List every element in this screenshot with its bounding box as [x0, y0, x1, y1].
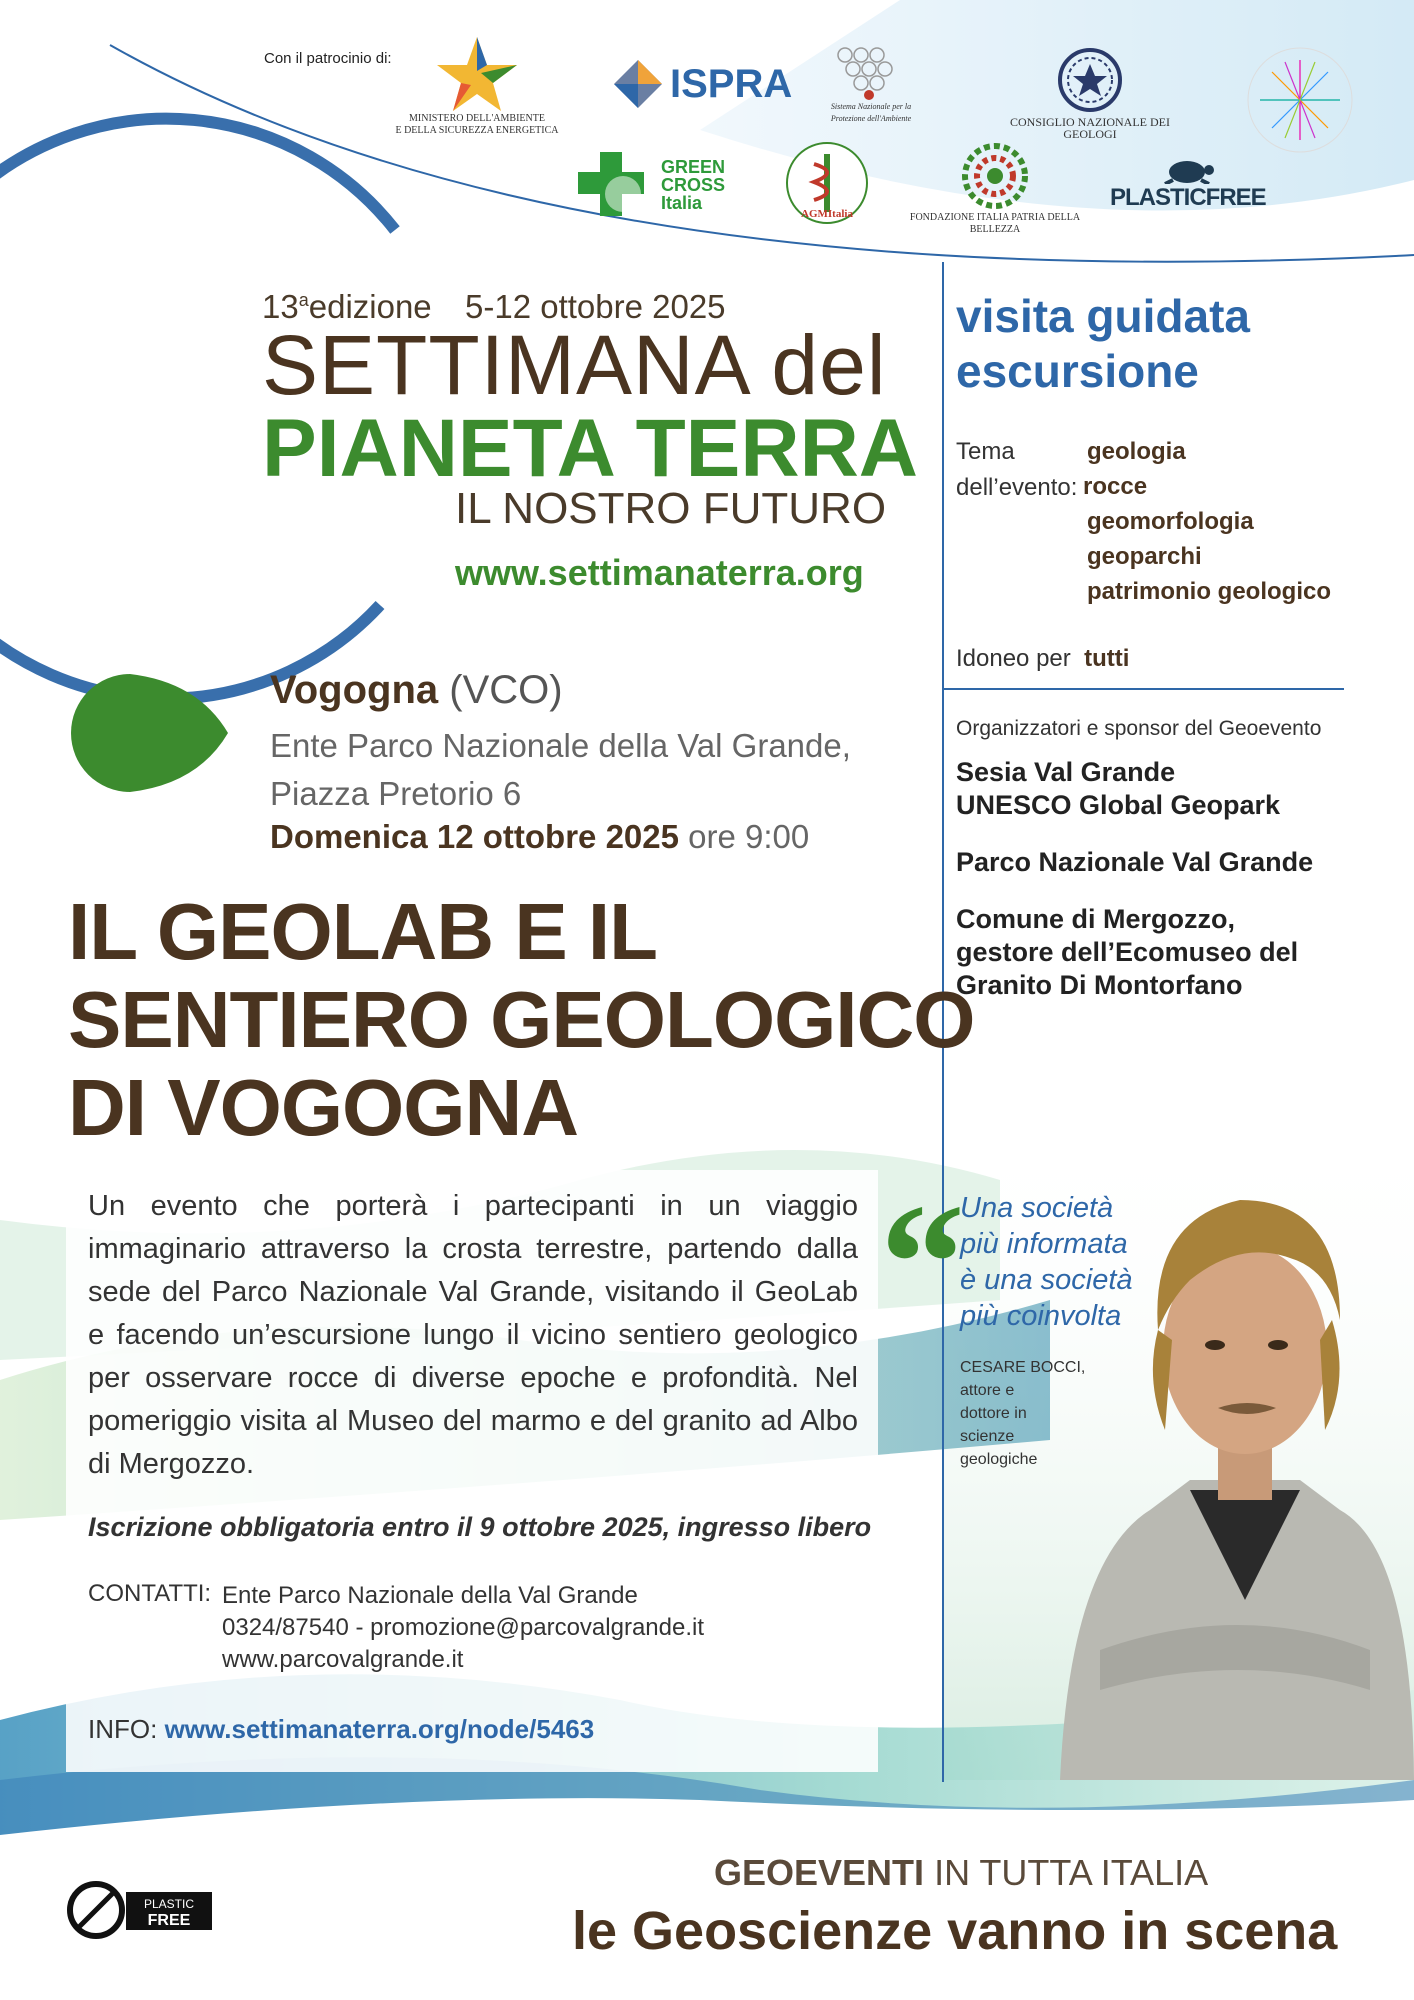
sponsor-cng: CONSIGLIO NAZIONALE DEI GEOLOGI — [1000, 44, 1180, 140]
event-description: Un evento che porterà i partecipanti in un viaggio immaginario attraverso la crosta terrestre, partendo dalla sede del Parco Nazionale Val Grande, visitando il GeoLab e facendo un’escursione lungo il vicino sentiero geologico per osservare rocce di diverse epoche e profondità. Nel pomeriggio visita al Museo del marmo e del granito ad Albo di Mergozzo. — [88, 1190, 858, 1480]
author-line: scienze — [960, 1428, 1015, 1445]
suitable-for-label: Idoneo per — [956, 645, 1071, 672]
event-type-line2: escursione — [956, 345, 1199, 397]
footer-bold: GEOEVENTI — [714, 1852, 925, 1893]
footer-slogan: le Geoscienze vanno in scena — [572, 1901, 1338, 1961]
plasticfree-badge-icon — [66, 1880, 216, 1940]
website-link[interactable]: www.settimanaterra.org — [455, 552, 864, 593]
theme-item: patrimonio geologico — [1087, 578, 1331, 605]
quote-line: più informata — [960, 1228, 1128, 1260]
turtle-icon — [1161, 154, 1215, 184]
diamond-logo-icon — [612, 58, 664, 110]
sponsor-plasticfree: PLASTICFREE — [1110, 154, 1266, 212]
event-datetime — [270, 818, 809, 856]
author-line: dottore in — [960, 1405, 1027, 1422]
organizer-item: Comune di Mergozzo, gestore dell’Ecomuseo del Granito Di Montorfano — [956, 904, 1299, 1000]
contacts-details — [222, 1580, 704, 1676]
theme-item: geologia — [1087, 438, 1186, 465]
rosette-logo-icon — [958, 140, 1032, 212]
info-link[interactable]: www.settimanaterra.org/node/5463 — [164, 1714, 595, 1744]
location-pin-icon — [68, 672, 230, 794]
star-logo-icon — [435, 35, 519, 113]
quote-line: è una società — [960, 1264, 1133, 1296]
contact-line: Ente Parco Nazionale della Val Grande — [222, 1582, 638, 1609]
location-town — [270, 668, 563, 713]
town-name: Vogogna — [270, 668, 439, 712]
sponsor-ministero: MINISTERO DELL'AMBIENTE E DELLA SICUREZZA ENERGETICA — [372, 35, 582, 137]
sponsor-green-cross: GREEN CROSS Italia — [575, 150, 741, 220]
event-title — [68, 888, 975, 1152]
venue-line1: Ente Parco Nazionale della Val Grande, — [270, 727, 851, 764]
info-label: INFO: — [88, 1714, 158, 1744]
author-line: CESARE BOCCI, — [960, 1359, 1086, 1376]
edition-word: edizione — [308, 288, 432, 325]
contact-line[interactable]: 0324/87540 - promozione@parcovalgrande.it — [222, 1614, 705, 1641]
tema-label-1: Tema — [956, 438, 1015, 465]
theme-list — [1083, 434, 1331, 609]
bellezza-costituzione-logo — [1240, 40, 1360, 160]
location-venue — [270, 722, 851, 818]
tema-label — [956, 434, 1077, 506]
main-title-line3: IL NOSTRO FUTURO — [455, 484, 887, 533]
contact-line[interactable]: www.parcovalgrande.it — [222, 1646, 464, 1673]
suitable-for-value: tutti — [1084, 645, 1130, 672]
patrocinio-label: Con il patrocinio di: — [264, 50, 392, 67]
event-title-line3: DI VOGOGNA — [68, 1063, 579, 1152]
edition-sup: a — [298, 290, 309, 310]
footer-rest: IN TUTTA ITALIA — [934, 1852, 1209, 1893]
footer-tagline — [714, 1852, 1208, 1894]
sponsor-fondazione-italia: FONDAZIONE ITALIA PATRIA DELLA BELLEZZA — [900, 140, 1090, 236]
event-title-line2: SENTIERO GEOLOGICO — [68, 975, 975, 1064]
organizers-label: Organizzatori e sponsor del Geoevento — [956, 717, 1322, 740]
theme-item: geoparchi — [1087, 543, 1202, 570]
divider — [944, 688, 1344, 690]
theme-item: geomorfologia — [1087, 508, 1254, 535]
main-title-line1: SETTIMANA del — [262, 318, 887, 412]
organizer-item: Parco Nazionale Val Grande — [956, 847, 1314, 877]
quote-mark-icon: “ — [880, 1169, 965, 1357]
registration-note: Iscrizione obbligatoria entro il 9 ottobre 2025, ingresso libero — [88, 1512, 872, 1542]
cross-logo-icon — [575, 150, 655, 220]
author-line: attore e — [960, 1382, 1015, 1399]
event-time: ore 9:00 — [688, 818, 810, 855]
quote-line: Una società — [960, 1192, 1114, 1224]
event-title-line1: IL GEOLAB E IL — [68, 887, 658, 976]
sponsor-ispra: ISPRA — [612, 58, 792, 110]
badge-text-free: FREE — [147, 1912, 191, 1929]
author-line: geologiche — [960, 1451, 1038, 1468]
province: (VCO) — [449, 668, 563, 712]
quote-line: più coinvolta — [960, 1300, 1122, 1332]
sponsor-snpa: Sistema Nazionale per la Protezione dell'Ambiente — [806, 45, 936, 125]
venue-line2: Piazza Pretorio 6 — [270, 775, 522, 812]
organizer-item: Sesia Val Grande UNESCO Global Geopark — [956, 757, 1281, 820]
portrait-photo — [1040, 1130, 1414, 1780]
event-type-line1: visita guidata — [956, 290, 1250, 342]
event-dates: 5-12 ottobre 2025 — [465, 288, 726, 325]
event-date: Domenica 12 ottobre 2025 — [270, 818, 679, 855]
badge-text-plastic: PLASTIC — [143, 1897, 195, 1911]
suitable-for — [956, 645, 1129, 673]
info-line — [88, 1714, 594, 1745]
theme-item: rocce — [1083, 473, 1148, 500]
emblem-icon — [1055, 44, 1125, 116]
edition-number: 13 — [262, 288, 299, 325]
contacts-label: CONTATTI: — [88, 1580, 212, 1607]
sponsor-agmi: AGMItalia — [782, 140, 872, 220]
main-title-line2: PIANETA TERRA — [262, 403, 918, 494]
hexagon-logo-icon — [831, 45, 911, 101]
tema-label-2: dell’evento: — [956, 474, 1078, 501]
